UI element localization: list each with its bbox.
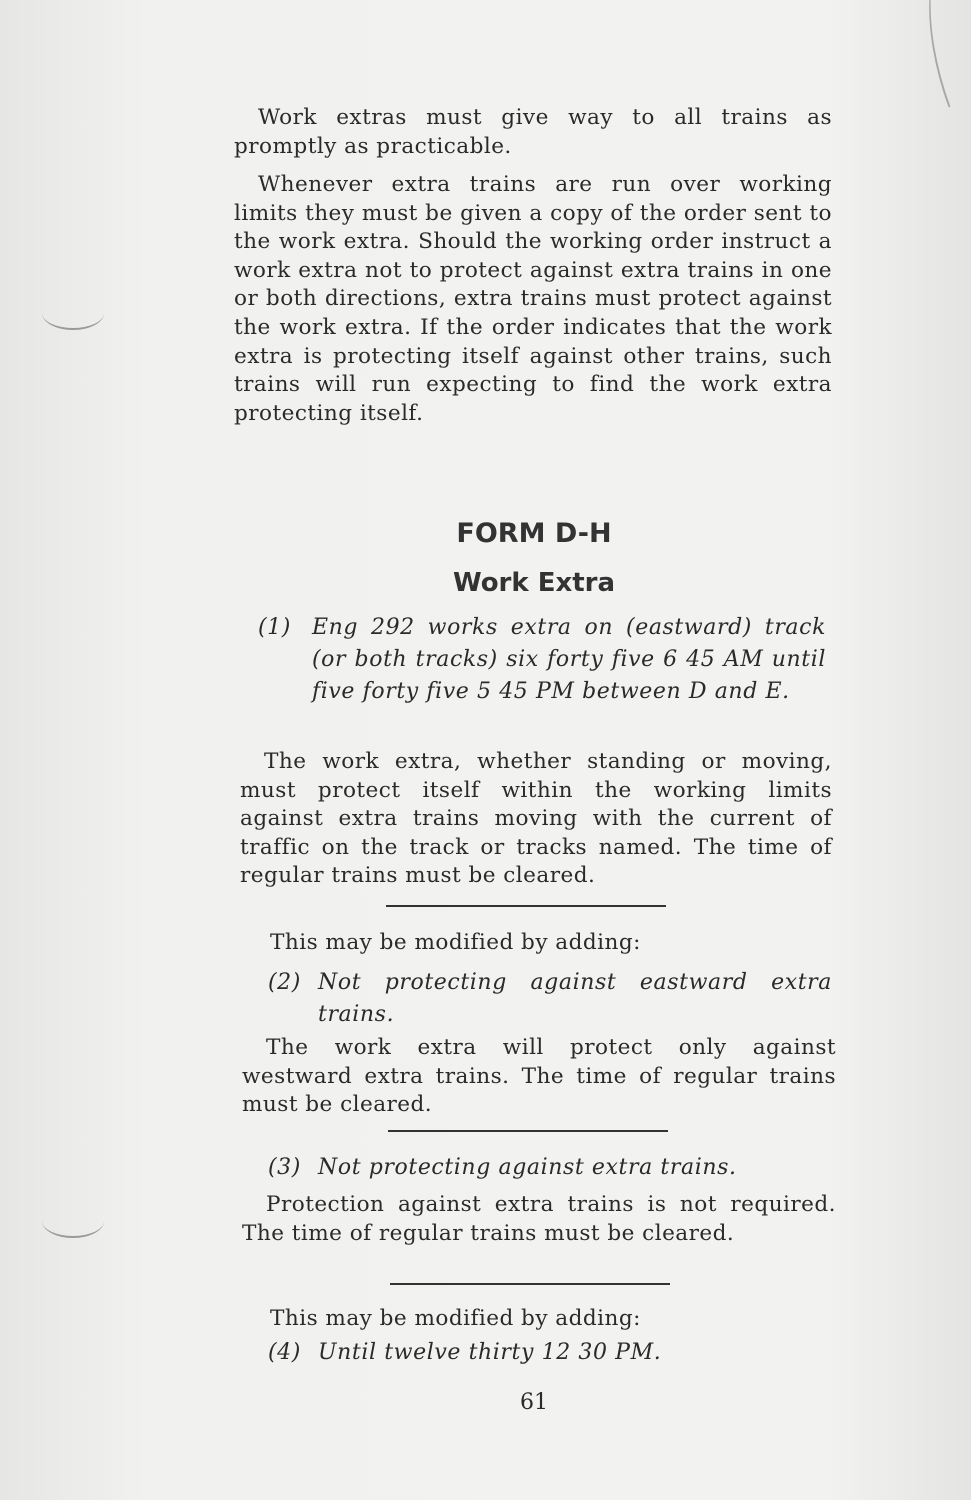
- order-1-text: Eng 292 works extra on (eastward) track (or both tracks) six forty five 6 45 AM until five forty five 5 45 PM between D and E.: [312, 615, 826, 704]
- order-2: [268, 967, 832, 1031]
- divider-rule-1: [386, 905, 666, 907]
- order-4-text: Until twelve thirty 12 30 PM.: [318, 1340, 662, 1365]
- modification-note-1: This may be modified by adding:: [270, 930, 641, 955]
- explanation-2: The work extra will protect only against westward extra trains. The time of regular trains must be cleared.: [242, 1035, 836, 1118]
- order-4: [268, 1337, 832, 1369]
- punch-hole-bottom: [42, 1204, 104, 1238]
- paragraph-work-extras-give-way: Work extras must give way to all trains as promptly as practicable.: [234, 105, 832, 159]
- order-1-number: (1): [258, 615, 291, 640]
- order-2-number: (2): [268, 970, 301, 995]
- divider-rule-3: [390, 1283, 670, 1285]
- modification-note-2: This may be modified by adding:: [270, 1306, 641, 1331]
- order-2-text: Not protecting against eastward extra trains.: [318, 970, 832, 1027]
- order-3-text: Not protecting against extra trains.: [318, 1155, 737, 1180]
- punch-hole-top: [42, 296, 104, 330]
- divider-rule-2: [388, 1130, 668, 1132]
- page-number: 61: [520, 1390, 548, 1415]
- form-subtitle: Work Extra: [452, 568, 616, 598]
- page-corner-curl: [894, 0, 971, 107]
- explanation-1: The work extra, whether standing or moving, must protect itself within the working limits against extra trains moving with the current of traffic on the track or tracks named. The time of regular trains must be cleared.: [240, 749, 832, 889]
- paragraph-extra-trains-working-limits: Whenever extra trains are run over working limits they must be given a copy of the order sent to the work extra. Should the working order instruct a work extra not to protect against extra trains in one or both directions, extra trains must protect against the work extra. If the order indicates that the work extra is protecting itself against other trains, such trains will run expecting to find the work extra protecting itself.: [234, 172, 832, 426]
- order-1: [258, 612, 826, 708]
- order-4-number: (4): [268, 1340, 301, 1365]
- order-3: [268, 1152, 832, 1184]
- order-3-number: (3): [268, 1155, 301, 1180]
- form-title: FORM D-H: [456, 518, 612, 549]
- explanation-3: Protection against extra trains is not required. The time of regular trains must be cleared.: [242, 1192, 836, 1246]
